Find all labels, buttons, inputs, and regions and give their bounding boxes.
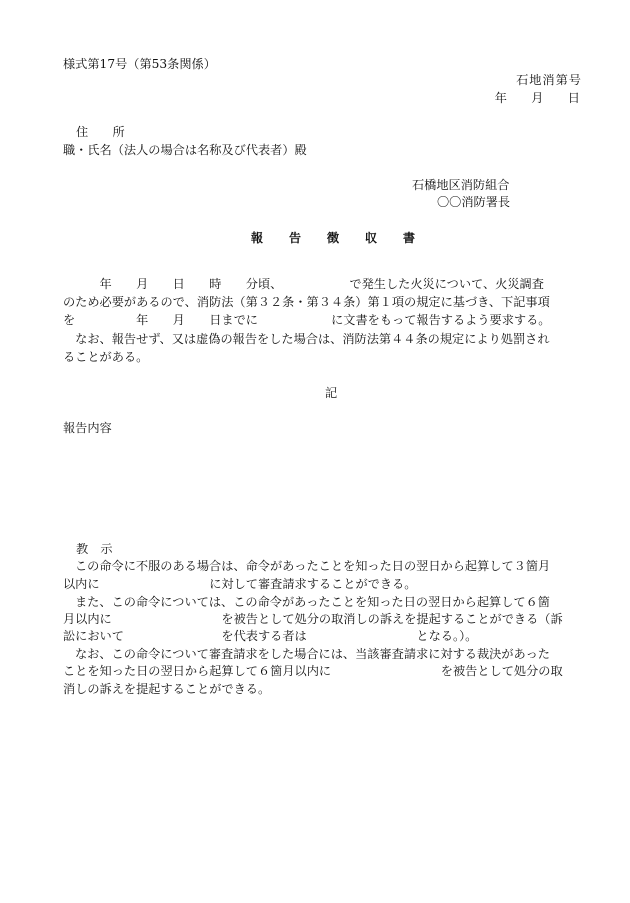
form-label: 様式第17号（第53条関係） <box>63 57 216 71</box>
notice-line: この命令に不服のある場合は、命令があったことを知った日の翌日から起算して３箇月 <box>75 559 551 573</box>
body-line: なお、報告せず、又は虚偽の報告をした場合は、消防法第４４条の規定により処罰され <box>63 332 550 346</box>
notice-line: 月以内に を被告として処分の取消しの訴えを提起することができる（訴 <box>63 612 563 626</box>
title-char: 徴 <box>326 231 340 245</box>
date-line: 年 月 日 <box>494 91 580 105</box>
report-content-label: 報告内容 <box>63 421 112 435</box>
notice-line: 消しの訴えを提起することができる。 <box>63 682 271 696</box>
notice-heading: 教 示 <box>76 542 113 556</box>
sender-title: 〇〇消防署長 <box>437 195 511 209</box>
recipient-name-label: 職・氏名（法人の場合は名称及び代表者）殿 <box>63 143 307 157</box>
document-number: 石地消第号 <box>516 73 582 87</box>
document-title <box>238 230 428 246</box>
ki-marker: 記 <box>325 386 338 400</box>
notice-line: 以内に に対して審査請求することができる。 <box>63 577 417 591</box>
notice-line: なお、この命令について審査請求をした場合には、当該審査請求に対する裁決があった <box>75 647 550 661</box>
title-char: 書 <box>402 231 416 245</box>
body-line: 年 月 日 時 分頃、 で発生した火災について、火災調査 <box>63 277 544 291</box>
body-line: のため必要があるので、消防法（第３２条・第３４条）第１項の規定に基づき、下記事項 <box>63 295 550 309</box>
notice-line: ことを知った日の翌日から起算して６箇月以内に を被告として処分の取 <box>63 664 563 678</box>
title-char: 告 <box>288 231 302 245</box>
sender-organization: 石橋地区消防組合 <box>412 178 510 192</box>
notice-line: また、この命令については、この命令があったことを知った日の翌日から起算して６箇 <box>75 595 550 609</box>
body-line: ることがある。 <box>63 350 149 364</box>
notice-line: 訟において を代表する者は となる。）。 <box>63 629 478 643</box>
title-char: 収 <box>364 231 378 245</box>
body-line: を 年 月 日までに に文書をもって報告するよう要求する。 <box>63 313 551 327</box>
title-char: 報 <box>250 231 264 245</box>
address-label: 住 所 <box>76 125 125 139</box>
